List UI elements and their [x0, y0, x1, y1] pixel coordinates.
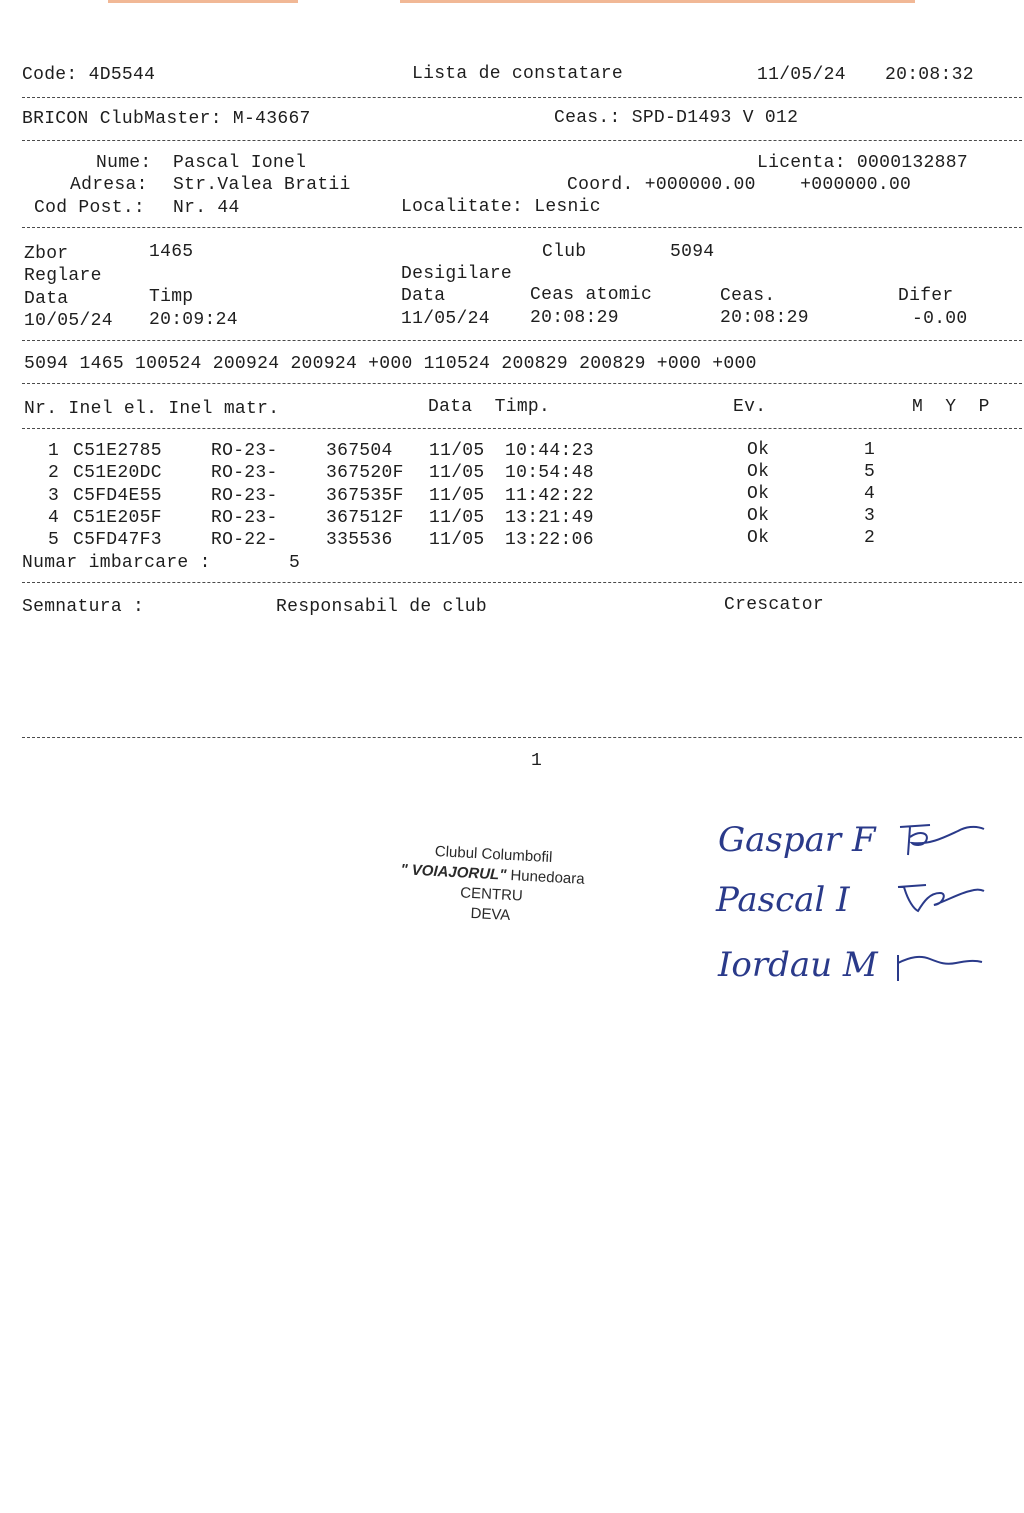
- stamp-line: DEVA: [470, 904, 511, 924]
- row-inel-matr: RO-23-: [211, 441, 278, 461]
- row-inel-el: C51E2785: [73, 441, 162, 461]
- divider: [22, 582, 1022, 583]
- row-inel-el: C51E20DC: [73, 463, 162, 483]
- row-inel-matr: RO-23-: [211, 486, 278, 506]
- address-label: Adresa:: [70, 175, 148, 195]
- numar-imbarcare-value: 5: [289, 553, 301, 573]
- row-inel-matr: RO-23-: [211, 508, 278, 528]
- col-ceas: Ceas.: [720, 286, 776, 306]
- col-difer: Difer: [898, 286, 954, 306]
- row-ev: Ok: [747, 528, 770, 548]
- code-label: Code: 4D5544: [22, 65, 156, 85]
- name-label: Nume:: [96, 153, 152, 173]
- table-header-rings: Nr. Inel el. Inel matr.: [24, 399, 280, 419]
- row-data: 11/05: [429, 486, 485, 506]
- page-number: 1: [531, 751, 543, 771]
- top-strip-right: [400, 0, 915, 3]
- row-nr: 5: [48, 530, 60, 550]
- row-cod: 367520F: [326, 463, 404, 483]
- club-label: Club: [542, 242, 587, 262]
- table-header-myp: M Y P: [912, 397, 990, 417]
- table-header-data-timp: Data Timp.: [428, 397, 551, 417]
- col-timp: Timp: [149, 287, 194, 307]
- row-data: 11/05: [429, 441, 485, 461]
- desigilare-ceas: 20:08:29: [720, 308, 809, 328]
- club-value: 5094: [670, 242, 715, 262]
- row-inel-el: C5FD47F3: [73, 530, 162, 550]
- reglare-timp: 20:09:24: [149, 310, 238, 330]
- divider: [22, 383, 1022, 384]
- row-cod: 335536: [326, 530, 404, 550]
- row-m: 2: [864, 528, 876, 548]
- app-id: BRICON ClubMaster: M-43667: [22, 109, 311, 129]
- divider: [22, 737, 1022, 738]
- row-ev: Ok: [747, 484, 770, 504]
- desigilare-data: 11/05/24: [401, 309, 490, 329]
- desigilare-label: Desigilare: [401, 264, 513, 284]
- zbor-label: Zbor: [24, 244, 69, 264]
- row-nr: 3: [48, 486, 60, 506]
- owner-name: Pascal Ionel: [173, 153, 307, 173]
- clock-id: Ceas.: SPD-D1493 V 012: [554, 108, 799, 128]
- divider: [22, 428, 1022, 429]
- row-timp: 10:44:23: [505, 441, 594, 461]
- divider: [22, 97, 1022, 98]
- locality: Localitate: Lesnic: [401, 197, 601, 217]
- col-data: Data: [24, 289, 69, 309]
- zbor-value: 1465: [149, 242, 194, 262]
- col-ceas-atomic: Ceas atomic: [530, 285, 653, 305]
- reglare-data: 10/05/24: [24, 311, 113, 331]
- row-cod: 367504: [326, 441, 404, 461]
- club-stamp: [370, 839, 614, 931]
- stamp-city: Hunedoara: [505, 866, 586, 888]
- row-m: 3: [864, 506, 876, 526]
- license: Licenta: 0000132887: [757, 153, 968, 173]
- row-inel-matr: RO-22-: [211, 530, 278, 550]
- row-data: 11/05: [429, 463, 485, 483]
- responsabil-label: Responsabil de club: [276, 597, 487, 617]
- postal-code: Nr. 44: [173, 198, 240, 218]
- row-nr: 2: [48, 463, 60, 483]
- divider: [22, 227, 1022, 228]
- row-data: 11/05: [429, 530, 485, 550]
- stamp-club-name: " VOIAJORUL": [400, 861, 507, 884]
- difer-value: -0.00: [912, 309, 968, 329]
- row-inel-matr: RO-23-: [211, 463, 278, 483]
- signature-mark: [890, 815, 990, 865]
- desigilare-atomic: 20:08:29: [530, 308, 619, 328]
- crescator-label: Crescator: [724, 595, 824, 615]
- top-strip-left: [108, 0, 298, 3]
- signature-mark: [890, 945, 990, 990]
- header-date: 11/05/24: [757, 65, 846, 85]
- divider: [22, 140, 1022, 141]
- row-timp: 11:42:22: [505, 486, 594, 506]
- row-m: 4: [864, 484, 876, 504]
- divider: [22, 340, 1022, 341]
- row-m: 1: [864, 440, 876, 460]
- table-header-ev: Ev.: [733, 397, 767, 417]
- row-nr: 1: [48, 441, 60, 461]
- coordinates: Coord. +000000.00 +000000.00: [567, 175, 912, 195]
- row-nr: 4: [48, 508, 60, 528]
- stamp-line: CENTRU: [459, 884, 524, 905]
- row-timp: 13:22:06: [505, 530, 594, 550]
- col-data-2: Data: [401, 286, 446, 306]
- row-timp: 13:21:49: [505, 508, 594, 528]
- row-ev: Ok: [747, 506, 770, 526]
- row-inel-el: C51E205F: [73, 508, 162, 528]
- handwritten-name: Gaspar F: [718, 820, 876, 860]
- row-cod: 367535F: [326, 486, 404, 506]
- handwritten-name: Pascal I: [716, 880, 850, 920]
- numar-imbarcare-label: Numar imbarcare :: [22, 553, 211, 573]
- document-title: Lista de constatare: [412, 64, 623, 84]
- row-ev: Ok: [747, 440, 770, 460]
- row-data: 11/05: [429, 508, 485, 528]
- row-m: 5: [864, 462, 876, 482]
- owner-address: Str.Valea Bratii: [173, 175, 351, 195]
- row-inel-el: C5FD4E55: [73, 486, 162, 506]
- handwritten-name: Iordau M: [718, 945, 878, 985]
- row-ev: Ok: [747, 462, 770, 482]
- summary-line: 5094 1465 100524 200924 200924 +000 110524 200829 200829 +000 +000: [24, 354, 757, 374]
- row-cod: 367512F: [326, 508, 404, 528]
- postal-label: Cod Post.:: [34, 198, 146, 218]
- signature-mark: [890, 875, 990, 925]
- header-time: 20:08:32: [885, 65, 974, 85]
- row-timp: 10:54:48: [505, 463, 594, 483]
- reglare-label: Reglare: [24, 266, 102, 286]
- semnatura-label: Semnatura :: [22, 597, 145, 617]
- stamp-line: Clubul Columbofil: [434, 842, 553, 867]
